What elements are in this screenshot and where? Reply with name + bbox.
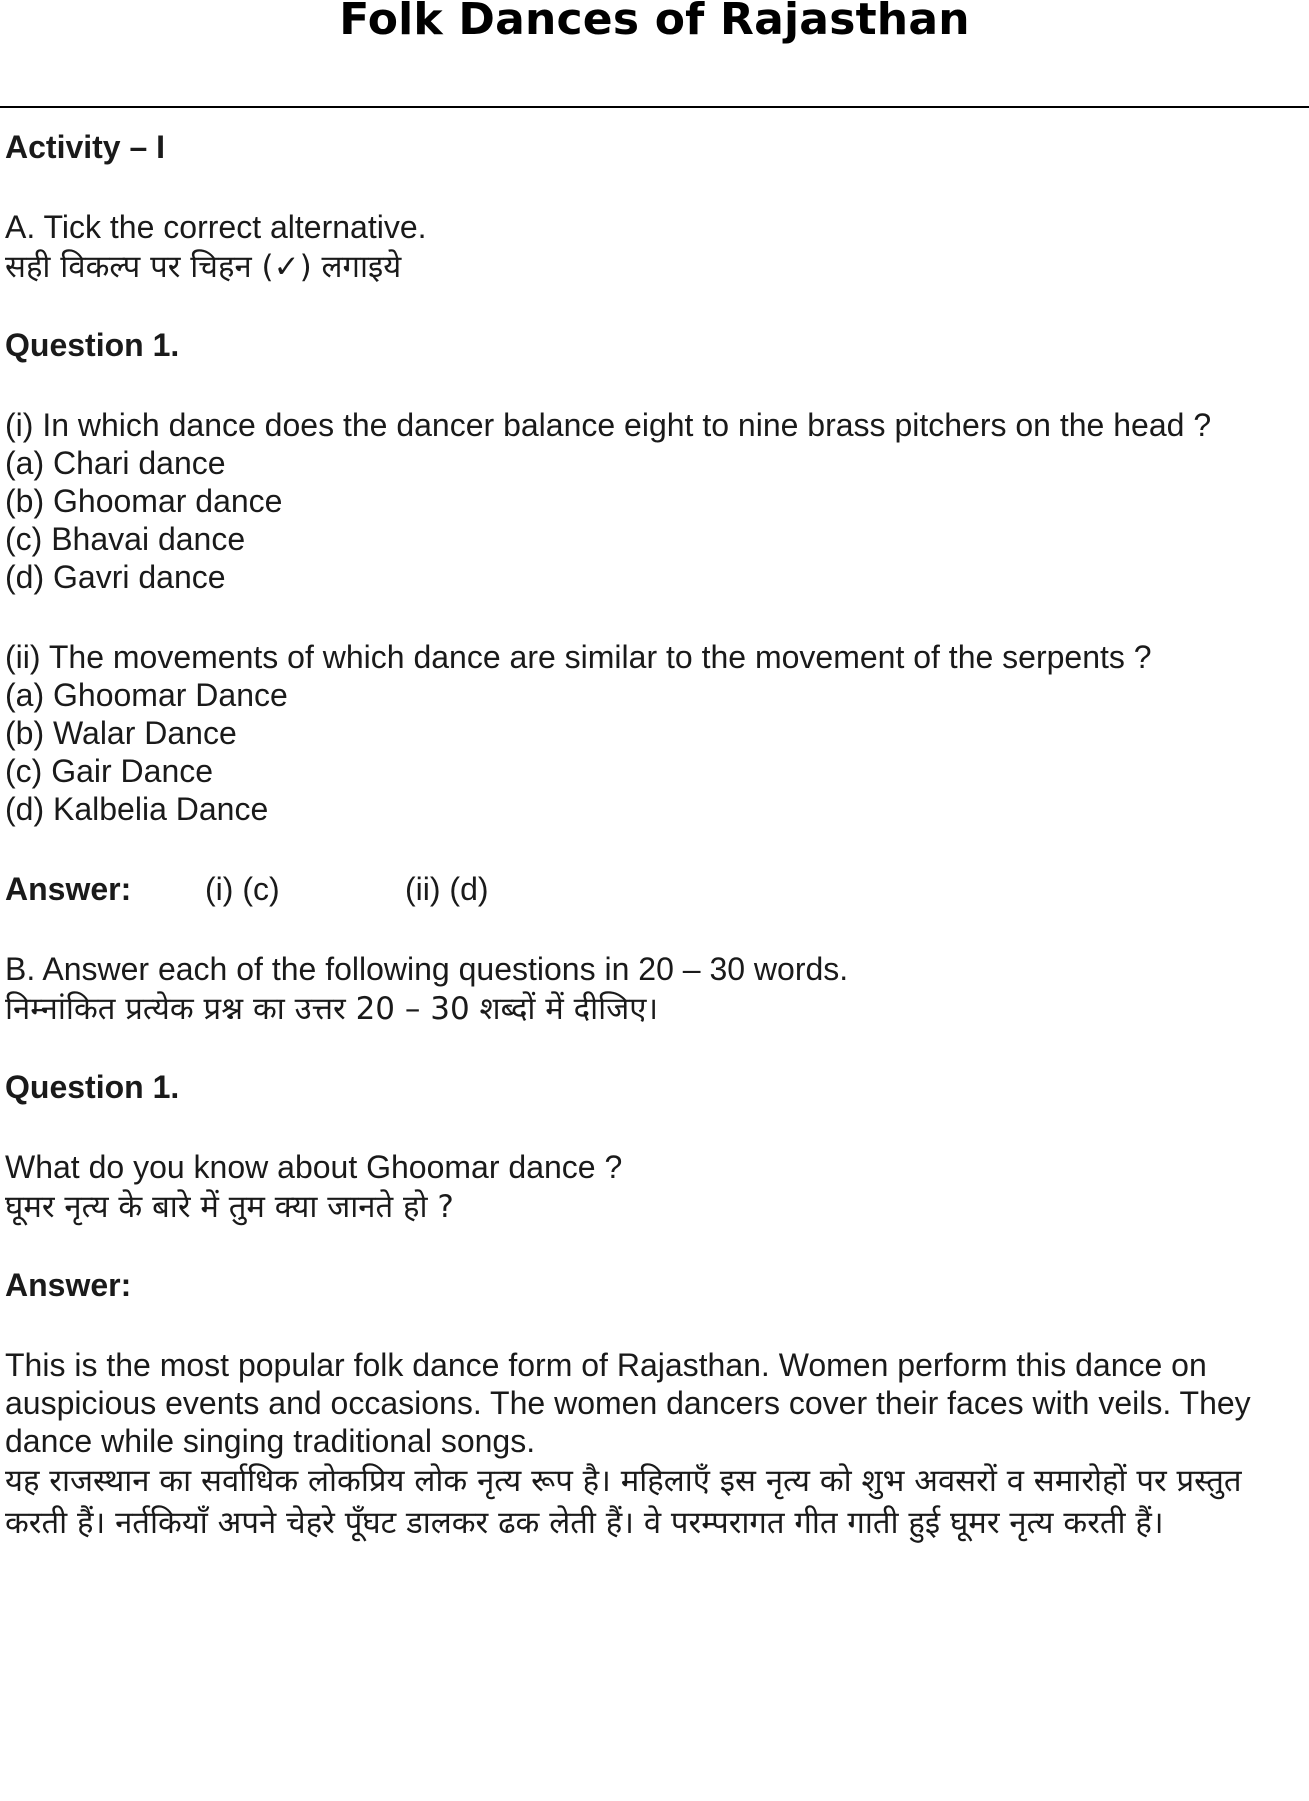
option-item: (d) Gavri dance (5, 559, 226, 595)
question-heading: Question 1. (5, 327, 180, 363)
question-text-hindi: घूमर नृत्य के बारे में तुम क्या जानते हो ? (5, 1189, 454, 1225)
question-text: (i) In which dance does the dancer balance eight to nine brass pitchers on the head ? (5, 407, 1212, 443)
question-text: (ii) The movements of which dance are similar to the movement of the serpents ? (5, 639, 1152, 675)
answer-label: Answer: (5, 871, 132, 907)
answer-key-row (5, 870, 1300, 908)
option-item: (b) Ghoomar dance (5, 483, 283, 519)
section-a-instruction-hindi: सही विकल्प पर चिहन (✓) लगाइये (5, 249, 402, 285)
title-divider (0, 106, 1309, 108)
option-item: (a) Chari dance (5, 445, 226, 481)
option-item: (c) Bhavai dance (5, 521, 246, 557)
section-a-instruction: A. Tick the correct alternative. (5, 209, 427, 245)
answer-paragraph-hindi: यह राजस्थान का सर्वाधिक लोकप्रिय लोक नृत्य रूप है। महिलाएँ इस नृत्य को शुभ अवसरों व समारोहों पर प्रस्तुत करती हैं। नर्तकियाँ अपने चेहरे पूँघट डालकर ढक लेती हैं। वे परम्परागत गीत गाती हुई घूमर नृत्य करती हैं। (5, 1463, 1242, 1541)
answer-heading: Answer: (5, 1267, 132, 1303)
section-b-instruction: B. Answer each of the following questions in 20 – 30 words. (5, 951, 849, 987)
option-item: (b) Walar Dance (5, 715, 237, 751)
question-heading: Question 1. (5, 1069, 180, 1105)
option-item: (a) Ghoomar Dance (5, 677, 288, 713)
page-title: Folk Dances of Rajasthan (339, 0, 970, 45)
answer-part-i: (i) (c) (205, 871, 280, 907)
option-item: (c) Gair Dance (5, 753, 214, 789)
answer-part-ii: (ii) (d) (405, 871, 489, 907)
question-text: What do you know about Ghoomar dance ? (5, 1149, 623, 1185)
answer-paragraph: This is the most popular folk dance form of Rajasthan. Women perform this dance on auspicious events and occasions. The women dancers cover their faces with veils. They dance while singing traditional songs. (5, 1347, 1251, 1459)
section-b-instruction-hindi: निम्नांकित प्रत्येक प्रश्न का उत्तर 20 – 30 शब्दों में दीजिए। (5, 991, 659, 1027)
option-item: (d) Kalbelia Dance (5, 791, 269, 827)
document-body (5, 128, 1300, 1544)
activity-heading: Activity – I (5, 129, 166, 165)
